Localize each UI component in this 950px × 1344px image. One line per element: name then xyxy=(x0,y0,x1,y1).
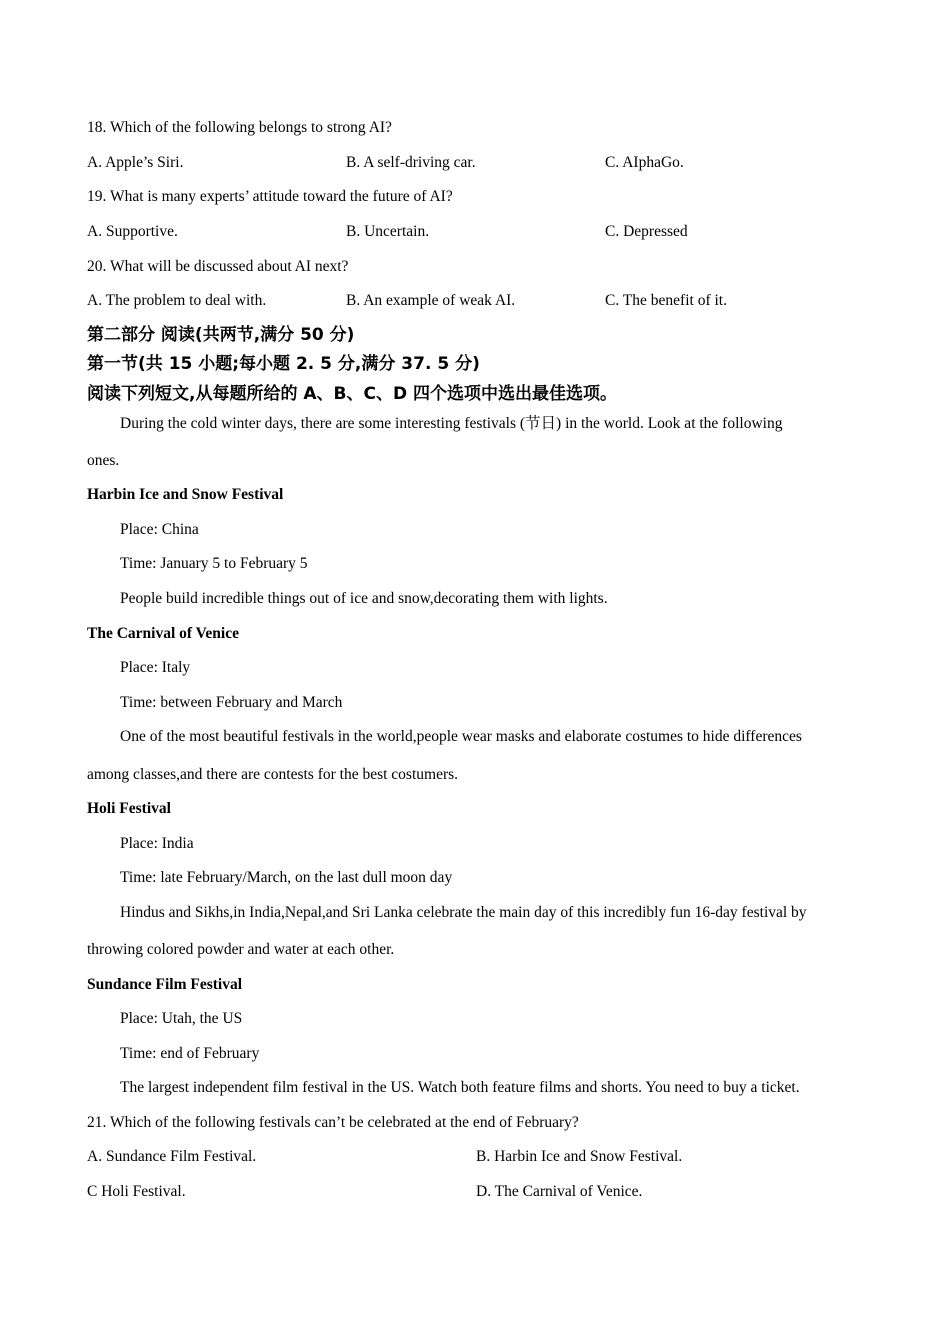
question-20-option-a: A. The problem to deal with. xyxy=(87,292,267,309)
question-21-option-c: C Holi Festival. xyxy=(87,1183,186,1200)
question-18-option-a: A. Apple’s Siri. xyxy=(87,154,184,171)
festival-title-harbin: Harbin Ice and Snow Festival xyxy=(87,486,284,503)
festival-place: Place: Utah, the US xyxy=(120,1010,243,1027)
section1-heading: 第一节(共 15 小题;每小题 2. 5 分,满分 37. 5 分) xyxy=(87,354,480,374)
festival-description: The largest independent film festival in the US. Watch both feature films and shorts. You need to buy a ticket. xyxy=(120,1079,800,1096)
festival-description-cont: throwing colored powder and water at each other. xyxy=(87,941,395,958)
question-21-stem: 21. Which of the following festivals can’t be celebrated at the end of February? xyxy=(87,1114,579,1131)
festival-title-venice: The Carnival of Venice xyxy=(87,625,239,642)
question-19-option-b: B. Uncertain. xyxy=(346,223,430,240)
question-19-option-c: C. Depressed xyxy=(605,223,688,240)
question-20-stem: 20. What will be discussed about AI next? xyxy=(87,258,349,275)
festival-place: Place: Italy xyxy=(120,659,191,676)
part2-heading: 第二部分 阅读(共两节,满分 50 分) xyxy=(87,325,355,345)
question-18-option-b: B. A self-driving car. xyxy=(346,154,476,171)
question-20-option-c: C. The benefit of it. xyxy=(605,292,727,309)
question-21-option-a: A. Sundance Film Festival. xyxy=(87,1148,257,1165)
festival-description: People build incredible things out of ice and snow,decorating them with lights. xyxy=(120,590,608,607)
question-20-option-b: B. An example of weak AI. xyxy=(346,292,516,309)
festival-place: Place: India xyxy=(120,835,194,852)
festival-place: Place: China xyxy=(120,521,199,538)
passage-intro-line1: During the cold winter days, there are some interesting festivals (节日) in the world. Look at the following xyxy=(120,415,783,432)
question-18-stem: 18. Which of the following belongs to strong AI? xyxy=(87,119,392,136)
festival-description: Hindus and Sikhs,in India,Nepal,and Sri Lanka celebrate the main day of this incredibly fun 16-day festival by xyxy=(120,904,807,921)
question-19-option-a: A. Supportive. xyxy=(87,223,178,240)
passage-intro-line2: ones. xyxy=(87,452,120,469)
festival-description: One of the most beautiful festivals in the world,people wear masks and elaborate costumes to hide differences xyxy=(120,728,802,745)
festival-title-holi: Holi Festival xyxy=(87,800,171,817)
festival-time: Time: end of February xyxy=(120,1045,260,1062)
festival-time: Time: late February/March, on the last dull moon day xyxy=(120,869,453,886)
festival-time: Time: between February and March xyxy=(120,694,343,711)
question-19-stem: 19. What is many experts’ attitude toward the future of AI? xyxy=(87,188,453,205)
question-21-option-b: B. Harbin Ice and Snow Festival. xyxy=(476,1148,683,1165)
festival-description-cont: among classes,and there are contests for the best costumers. xyxy=(87,766,459,783)
festival-title-sundance: Sundance Film Festival xyxy=(87,976,243,993)
reading-instruction: 阅读下列短文,从每题所给的 A、B、C、D 四个选项中选出最佳选项。 xyxy=(87,384,617,404)
question-21-option-d: D. The Carnival of Venice. xyxy=(476,1183,643,1200)
question-18-option-c: C. AIphaGo. xyxy=(605,154,684,171)
festival-time: Time: January 5 to February 5 xyxy=(120,555,308,572)
